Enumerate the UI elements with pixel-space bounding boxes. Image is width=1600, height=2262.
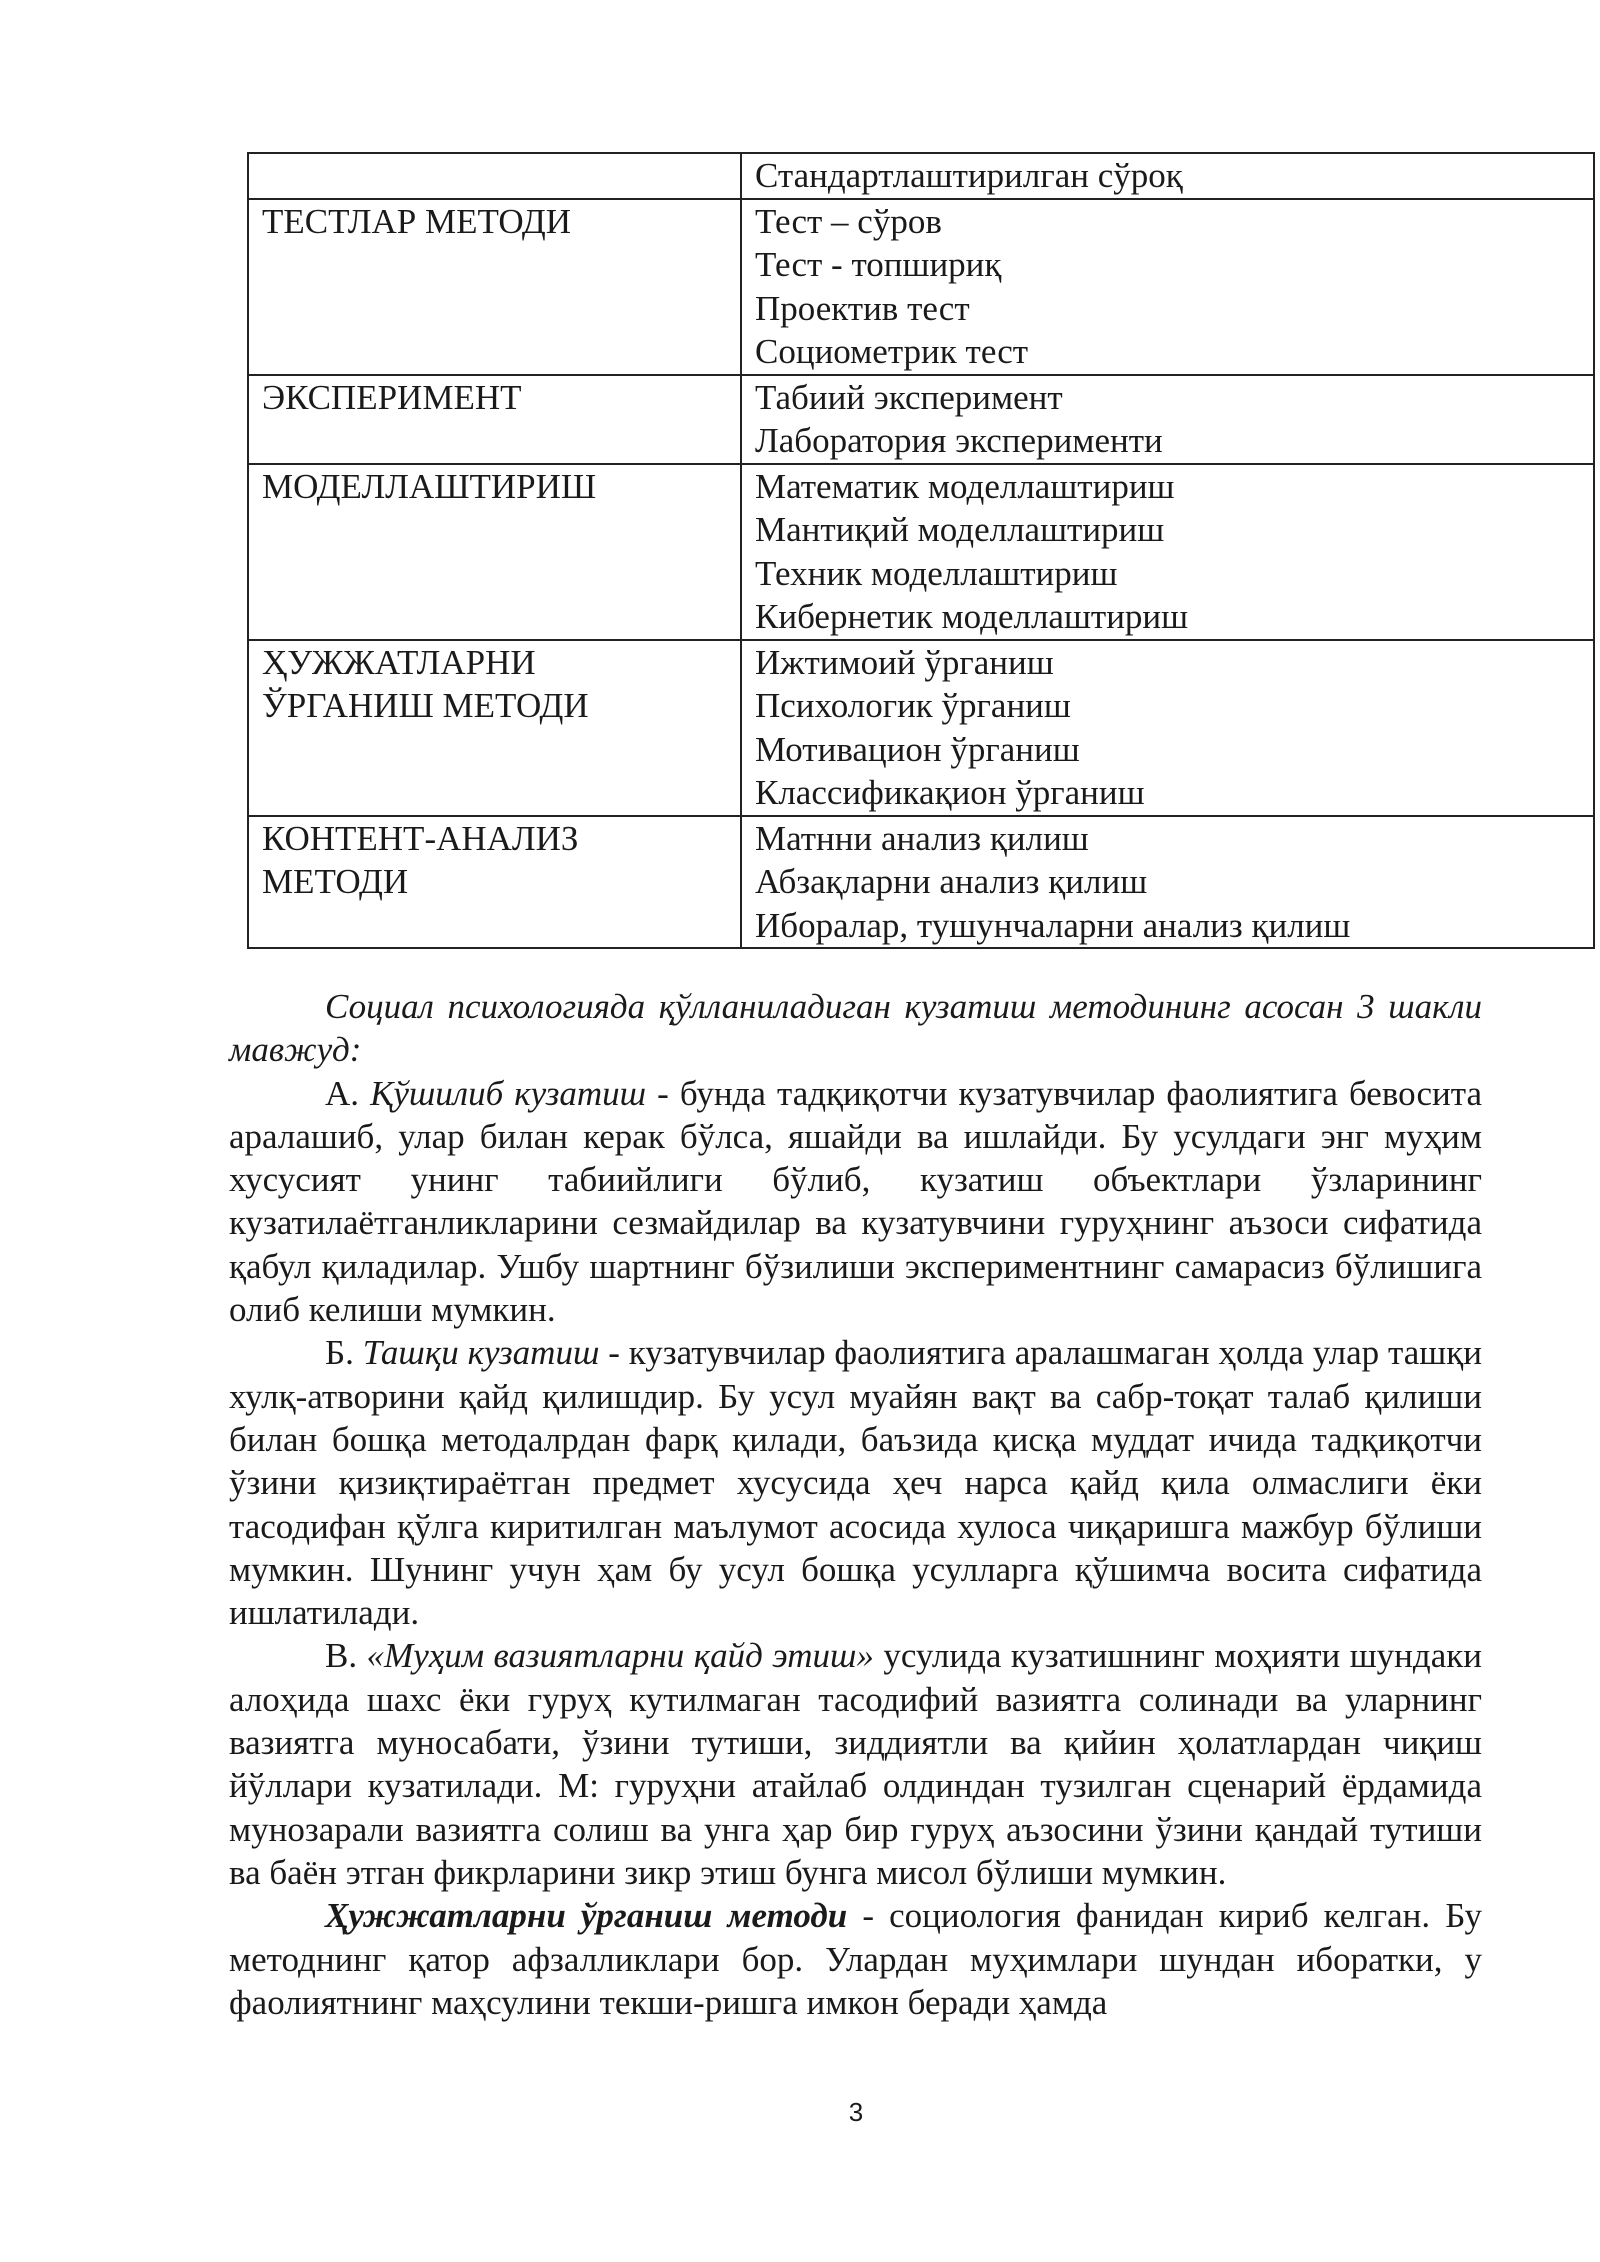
item-title: Ташқи кузатиш	[362, 1333, 600, 1373]
method-item-a	[229, 1072, 1482, 1332]
method-items-cell	[741, 375, 1594, 464]
item-text: усулида кузатишнинг моҳияти шундаки алоҳида шахс ёки гуруҳ кутилмаган тасодифий вазиятга солинади ва уларнинг вазиятга муносабати, ўзини тутиши, зиддиятли ва қийин ҳолатлардан чиқиш йўллари кузатилади. М: гуруҳни атайлаб олдиндан тузилган сценарий ёрдамида мунозарали вазиятга солиш ва унга ҳар бир гуруҳ аъзосини ўзини қандай тутиши ва баён этган фикрларини зикр этиш бунга мисол бўлиши мумкин.	[229, 1636, 1482, 1892]
method-name: ТЕСТЛАР МЕТОДИ	[262, 201, 572, 241]
method-items-cell	[741, 816, 1594, 949]
documents-method-text: - социология фанидан кириб келган. Бу методнинг қатор афзалликлари бор. Улардан муҳимлари шундан иборатки, у фаолиятнинг маҳсулини текши-ришга имкон беради ҳамда	[229, 1896, 1482, 2022]
method-item: Математик моделлаштириш	[755, 466, 1175, 506]
item-prefix: А.	[325, 1073, 371, 1113]
table-row	[248, 640, 1594, 816]
method-name: КОНТЕНТ-АНАЛИЗ	[262, 818, 579, 858]
method-item-b	[229, 1331, 1482, 1634]
body-text	[229, 985, 1482, 2024]
table-row	[248, 816, 1594, 949]
table-row	[248, 199, 1594, 375]
methods-table	[247, 152, 1595, 949]
method-item: Классификақион ўрганиш	[755, 773, 1145, 812]
method-item: Техник моделлаштириш	[755, 553, 1118, 593]
item-prefix: Б.	[325, 1333, 363, 1373]
method-items-cell	[741, 153, 1594, 199]
table-row	[248, 153, 1594, 199]
intro-paragraph: Социал психологияда қўлланиладиган кузатиш методининг асосан 3 шакли мавжуд:	[229, 987, 1482, 1070]
item-title: «Муҳим вазиятларни қайд этиш»	[366, 1636, 874, 1676]
page-number: 3	[848, 2097, 864, 2127]
method-name: ҲУЖЖАТЛАРНИ	[262, 642, 536, 682]
method-name-cell	[248, 640, 741, 816]
method-item: Проектив тест	[755, 288, 970, 328]
item-text: - кузатувчилар фаолиятига аралашмаган ҳолда улар ташқи хулқ-атворини қайд қилишдир. Бу усул муайян вақт ва сабр-тоқат талаб қилиши билан бошқа методалрдан фарқ қилади, баъзида қисқа муддат ичида тадқиқотчи ўзини қизиқтираётган предмет хусусида ҳеч нарса қайд қила олмаслиги ёки тасодифан қўлга киритилган маълумот асосида хулоса чиқаришга мажбур бўлиши мумкин. Шунинг учун ҳам бу усул бошқа усулларга қўшимча восита сифатида ишлатилади.	[229, 1333, 1482, 1633]
method-item: Психологик ўрганиш	[755, 686, 1071, 725]
method-item: Иборалар, тушунчаларни анализ қилиш	[755, 905, 1351, 945]
method-items-cell	[741, 640, 1594, 816]
method-name: МОДЕЛЛАШТИРИШ	[262, 466, 597, 506]
method-item: Абзақларни анализ қилиш	[755, 862, 1148, 901]
method-item: Мантиқий моделлаштириш	[755, 510, 1165, 549]
documents-method-title: Ҳужжатларни ўрганиш методи	[325, 1896, 848, 1936]
item-text: - бунда тадқиқотчи кузатувчилар фаолиятига бевосита аралашиб, улар билан керак бўлса, яшайди ва ишлайди. Бу усулдаги энг муҳим хусусият унинг табиийлиги бўлиб, кузатиш объектлари ўзларининг кузатилаётганликларини сезмайдилар ва кузатувчини гуруҳнинг аъзоси сифатида қабул қиладилар. Ушбу шартнинг бўзилиши экспериментнинг самарасиз бўлишига олиб келиши мумкин.	[229, 1073, 1483, 1330]
method-item-c	[229, 1634, 1482, 1894]
item-prefix: В.	[325, 1636, 367, 1676]
method-name-cell	[248, 199, 741, 375]
method-name-cell	[248, 153, 741, 199]
method-item: Ижтимоий ўрганиш	[755, 642, 1054, 682]
method-item: Тест – сўров	[755, 201, 942, 241]
item-title: Қўшилиб кузатиш	[370, 1073, 647, 1113]
method-name: ЭКСПЕРИМЕНТ	[262, 377, 522, 417]
table-row	[248, 464, 1594, 640]
methods-table-body	[248, 153, 1594, 948]
method-name-cell	[248, 816, 741, 949]
method-name: ЎРГАНИШ МЕТОДИ	[262, 686, 589, 725]
method-items-cell	[741, 199, 1594, 375]
method-item: Матнни анализ қилиш	[755, 818, 1089, 858]
method-name-cell	[248, 464, 741, 640]
method-item: Тест - топшириқ	[755, 245, 1002, 284]
method-item: Социометрик тест	[755, 332, 1029, 371]
method-item: Стандартлаштирилган сўроқ	[755, 156, 1183, 195]
method-item: Кибернетик моделлаштириш	[755, 597, 1189, 636]
method-name: МЕТОДИ	[262, 862, 409, 901]
method-name-cell	[248, 375, 741, 464]
method-item: Лаборатория эксперименти	[755, 421, 1163, 460]
documents-method-paragraph	[229, 1894, 1482, 2024]
method-item: Мотивацион ўрганиш	[755, 729, 1080, 769]
method-item: Табиий эксперимент	[755, 377, 1063, 417]
method-items-cell	[741, 464, 1594, 640]
table-row	[248, 375, 1594, 464]
